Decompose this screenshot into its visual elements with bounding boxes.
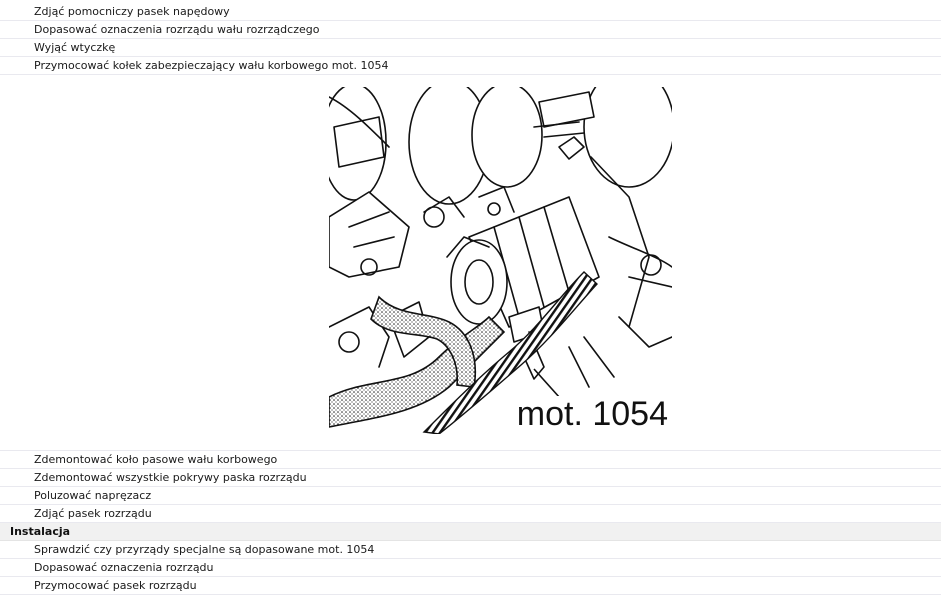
list-item: Wyjąć wtyczkę bbox=[0, 39, 941, 57]
list-item: Przymocować pasek rozrządu bbox=[0, 577, 941, 595]
list-item: Sprawdzić czy przyrządy specjalne są dopasowane mot. 1054 bbox=[0, 541, 941, 559]
list-item: Poluzować napręzacz bbox=[0, 487, 941, 505]
list-item: Zdjąć pomocniczy pasek napędowy bbox=[0, 3, 941, 21]
engine-illustration bbox=[329, 87, 672, 434]
list-item: Dopasować oznaczenia rozrządu bbox=[0, 559, 941, 577]
list-item: Dopasować oznaczenia rozrządu wału rozrządczego bbox=[0, 21, 941, 39]
steps-before-list bbox=[0, 0, 941, 75]
figure-label: mot. 1054 bbox=[516, 395, 668, 433]
installation-steps-list bbox=[0, 541, 941, 595]
steps-after-list bbox=[0, 451, 941, 523]
section-heading-installation: Instalacja bbox=[0, 523, 941, 541]
list-item: Zdemontować koło pasowe wału korbowego bbox=[0, 451, 941, 469]
list-item: Zdemontować wszystkie pokrywy paska rozrządu bbox=[0, 469, 941, 487]
engine-diagram bbox=[329, 87, 672, 434]
list-item: Zdjąć pasek rozrządu bbox=[0, 505, 941, 523]
figure-container bbox=[0, 75, 941, 451]
list-item: Przymocować kołek zabezpieczający wału korbowego mot. 1054 bbox=[0, 57, 941, 75]
